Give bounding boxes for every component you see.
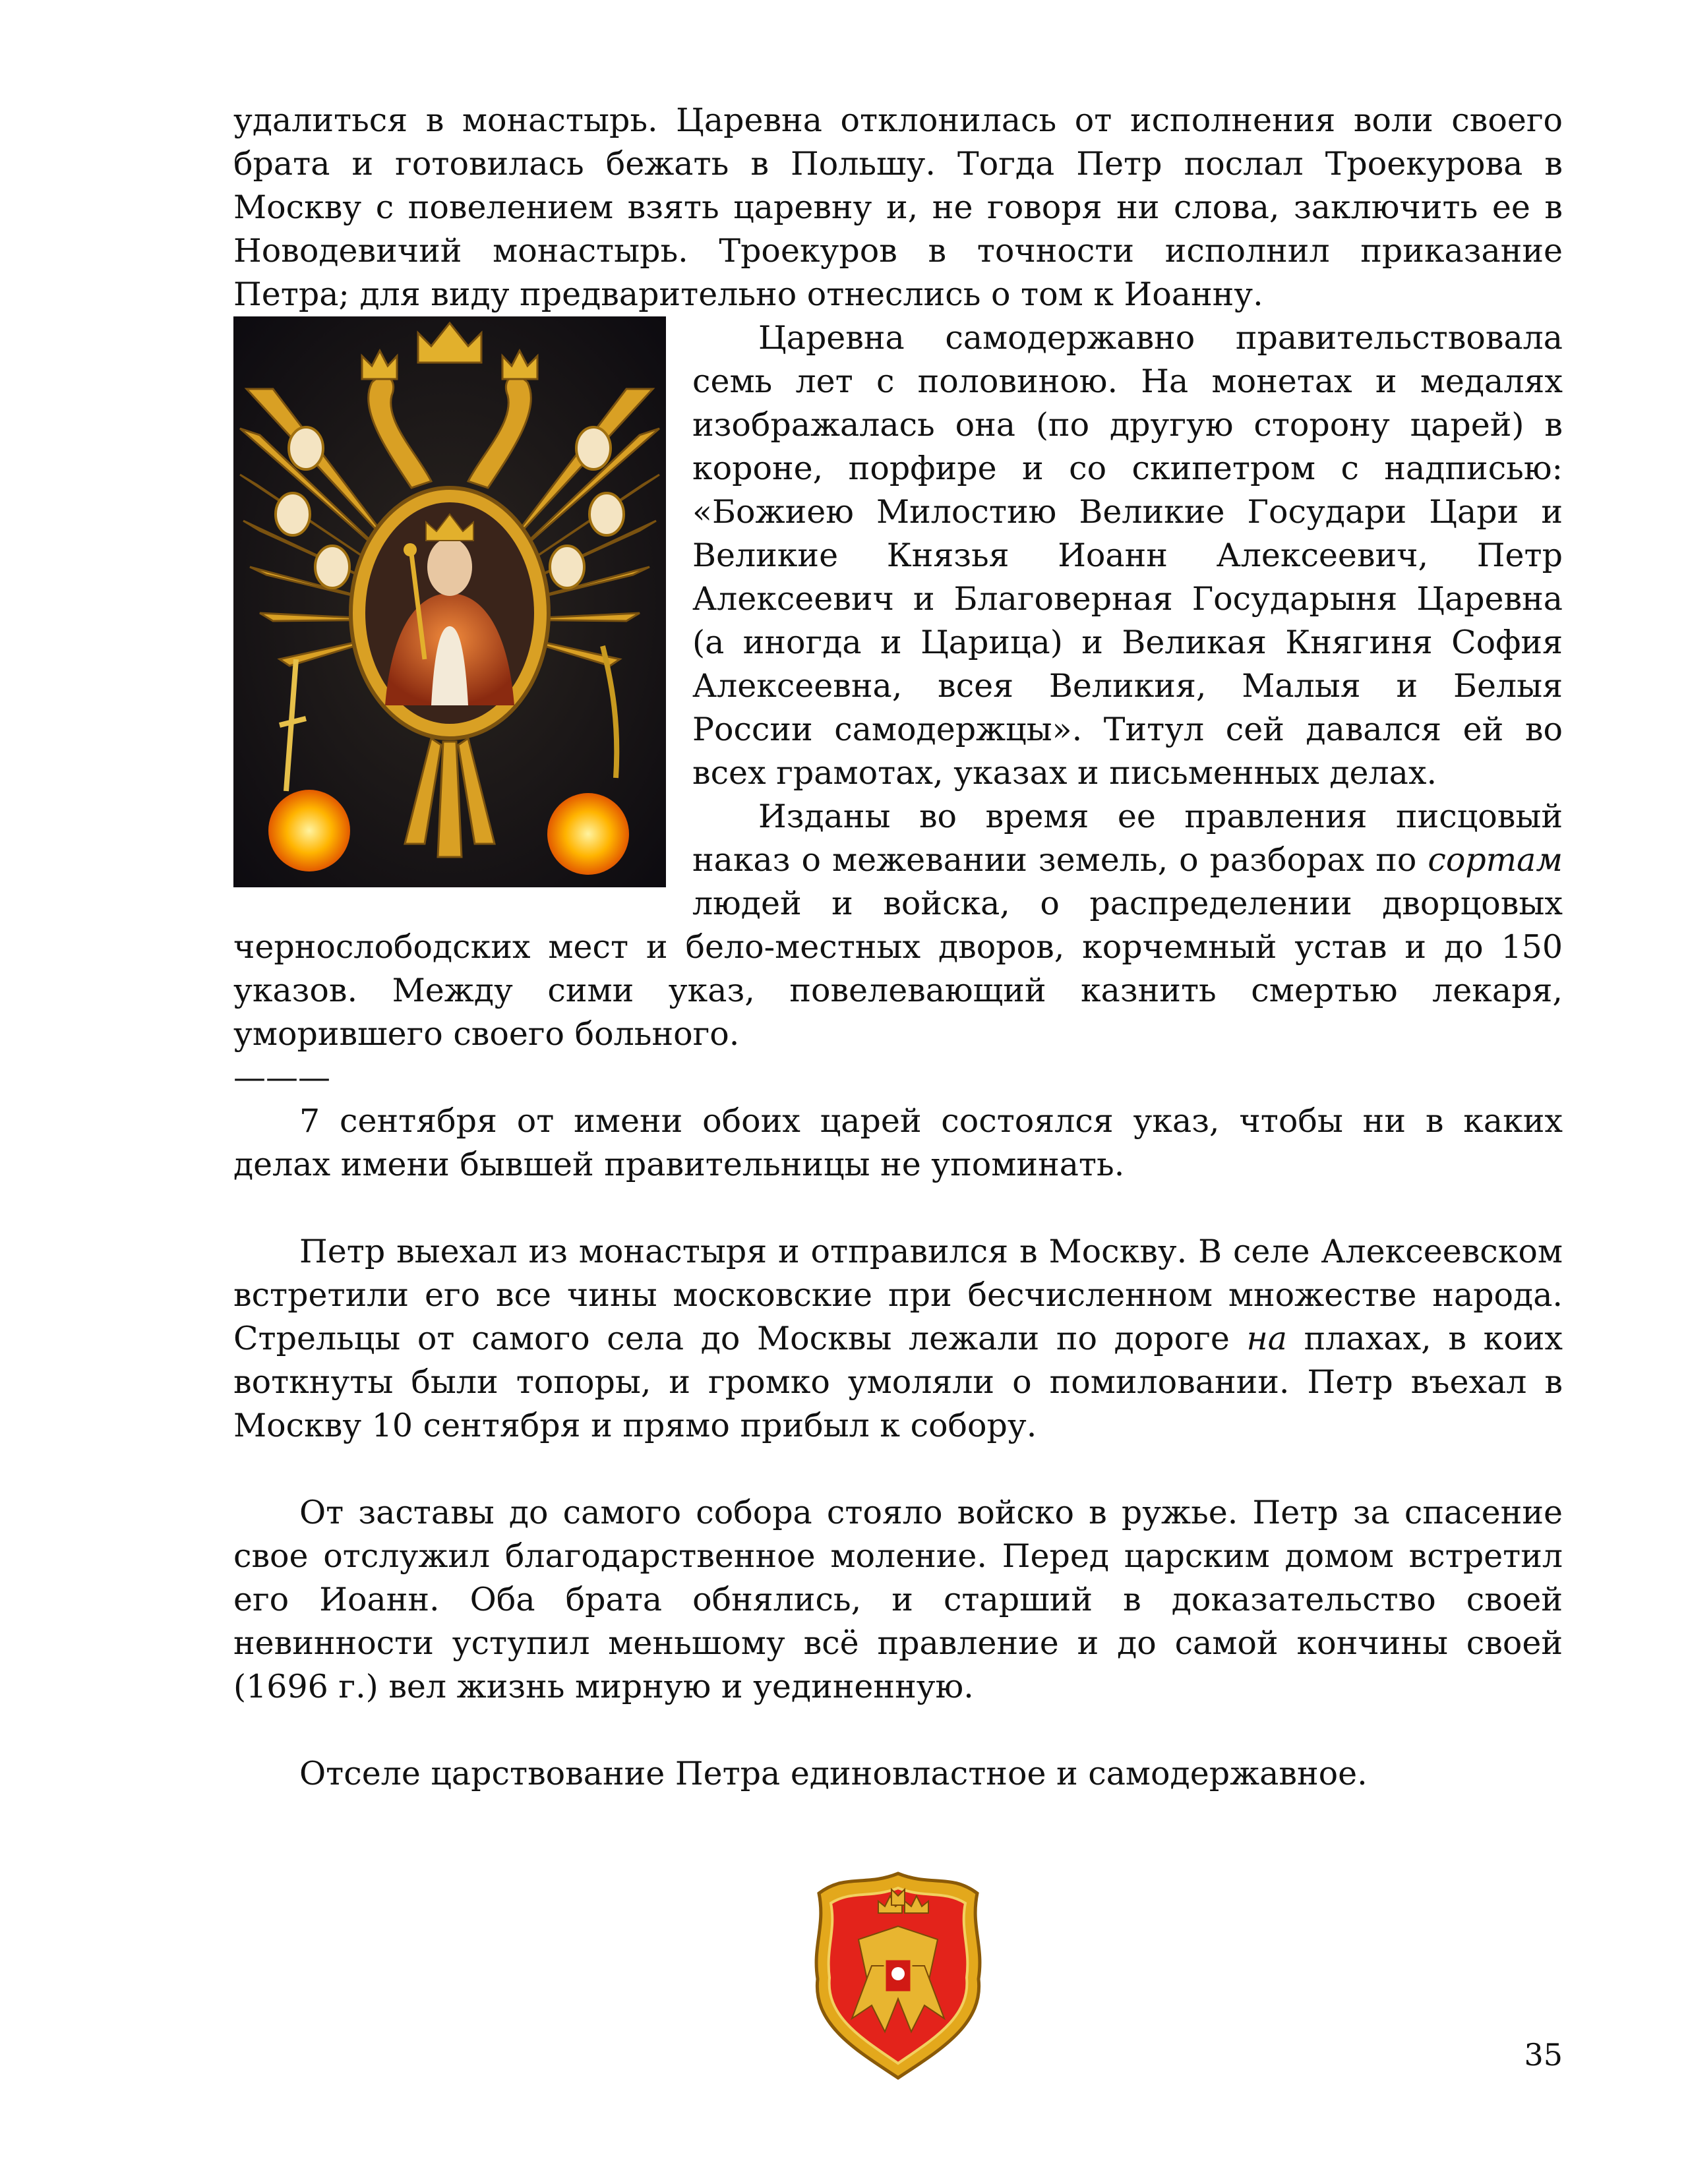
coat-of-arms-icon	[806, 1867, 990, 2084]
document-body	[233, 99, 1563, 1796]
paragraph-laws-italic: сортам	[1428, 841, 1563, 879]
paragraph-laws-part-1: Изданы во время ее правления писцовый наказ о межевании земель, о разборах по	[692, 798, 1563, 879]
spacer	[233, 1448, 1563, 1491]
sophia-eagle-portrait	[233, 316, 666, 887]
paragraph-return-part-1: Петр выехал из монастыря и отправился в Москву. В селе Алексеевском встретили его все чины московские при бесчисленном множестве народа. Стрельцы от самого села до Москвы лежали по дороге	[233, 1233, 1563, 1357]
spacer	[233, 1187, 1563, 1230]
separator-dash: ———	[233, 1059, 330, 1096]
paragraph-intro: удалиться в монастырь. Царевна отклонилась от исполнения воли своего брата и готовилась бежать в Польшу. Тогда Петр послал Троекурова в Москву с повелением взять царевну и, не говоря ни слова, заключить ее в Новодевичий монастырь. Троекуров в точности исполнил приказание Петра; для виду предварительно отнеслись о том к Иоанну.	[233, 102, 1563, 313]
double-headed-eagle-portrait-icon	[233, 316, 666, 887]
paragraph-decree: 7 сентября от имени обоих царей состоялся указ, чтобы ни в каких делах имени бывшей правительницы не упоминать.	[233, 1102, 1563, 1183]
paragraph-return	[233, 1230, 1563, 1448]
paragraph-cathedral: От заставы до самого собора стояло войско в ружье. Петр за спасение свое отслужил благодарственное моление. Перед царским домом встретил его Иоанн. Оба брата обнялись, и старший в доказательство своей невинности уступил меньшому всё правление и до самой кончины своей (1696 г.) вел жизнь мирную и уединенную.	[233, 1494, 1563, 1705]
paragraph-regency: Царевна самодержавно правительствовала семь лет с половиною. На монетах и медалях изображалась она (по другую сторону царей) в короне, порфире и со скипетром с надписью: «Божиею Милостию Великие Государи Цари и Великие Князья Иоанн Алексеевич, Петр Алексеевич и Благоверная Государыня Царевна (а иногда и Царица) и Великая Княгиня София Алексеевна, всея Великия, Малыя и Белыя России самодержцы». Титул сей давался ей во всех грамотах, указах и письменных делах.	[692, 319, 1563, 792]
page-number: 35	[1524, 2037, 1563, 2073]
spacer	[233, 1709, 1563, 1752]
paragraph-laws-part-2: людей и войска, о распределении дворцовых чернослободских мест и бело-местных дворов, корчемный устав и до 150 указов. Между сими указ, повелевающий казнить смертью лекаря, уморившего своего больного.	[233, 885, 1563, 1053]
paragraph-return-italic: на	[1246, 1320, 1287, 1357]
paragraph-return-part-2: плахах, в коих воткнуты были топоры, и громко умоляли о помиловании. Петр въехал в Москву 10 сентября и прямо прибыл к собору.	[233, 1320, 1563, 1444]
emblem	[806, 1867, 990, 2084]
paragraph-final: Отселе царствование Петра единовластное и самодержавное.	[299, 1755, 1368, 1792]
